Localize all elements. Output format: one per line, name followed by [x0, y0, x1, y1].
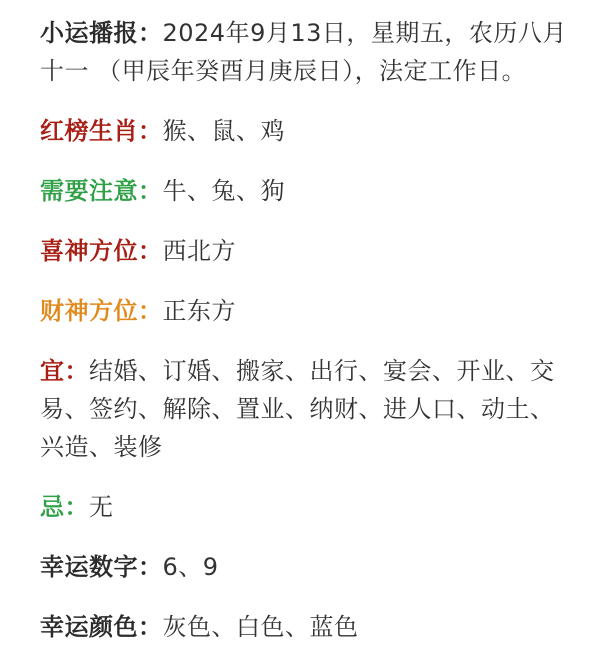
caution-zodiac-row: [40, 172, 580, 210]
joy-god-direction-label: 喜神方位：: [40, 237, 163, 265]
wealth-god-direction-label: 财神方位：: [40, 297, 163, 325]
wealth-god-direction-value: 正东方: [162, 297, 236, 325]
avoid-value: 无: [89, 493, 114, 521]
lucky-colors-value: 灰色、白色、蓝色: [162, 613, 359, 641]
avoid-activities: [40, 488, 580, 526]
daily-broadcast: [40, 14, 580, 90]
avoid-label: 忌：: [40, 493, 89, 521]
caution-zodiac-label: 需要注意：: [40, 177, 163, 205]
suitable-line-3: 兴造、装修: [40, 433, 163, 461]
caution-zodiac-value: 牛、兔、狗: [162, 177, 285, 205]
broadcast-lunar-text: 十一 （甲辰年癸酉月庚辰日），法定工作日。: [40, 57, 527, 85]
wealth-god-direction-row: [40, 292, 580, 330]
lucky-colors-row: [40, 608, 580, 646]
joy-god-direction-value: 西北方: [162, 237, 236, 265]
lucky-zodiac-row: [40, 112, 580, 150]
joy-god-direction-row: [40, 232, 580, 270]
almanac-article: [40, 14, 580, 668]
lucky-numbers-label: 幸运数字：: [40, 553, 163, 581]
suitable-line-1: 结婚、订婚、搬家、出行、宴会、开业、交: [89, 357, 555, 385]
lucky-numbers-value: 6、9: [162, 553, 219, 581]
broadcast-date-text: 2024年9月13日，星期五，农历八月: [162, 19, 567, 47]
suitable-line-2: 易、签约、解除、置业、纳财、进人口、动土、: [40, 395, 555, 423]
lucky-colors-label: 幸运颜色：: [40, 613, 163, 641]
lucky-zodiac-label: 红榜生肖：: [40, 117, 163, 145]
broadcast-label: 小运播报：: [40, 19, 163, 47]
lucky-numbers-row: [40, 548, 580, 586]
suitable-activities: [40, 352, 580, 466]
lucky-zodiac-value: 猴、鼠、鸡: [162, 117, 285, 145]
suitable-label: 宜：: [40, 357, 89, 385]
